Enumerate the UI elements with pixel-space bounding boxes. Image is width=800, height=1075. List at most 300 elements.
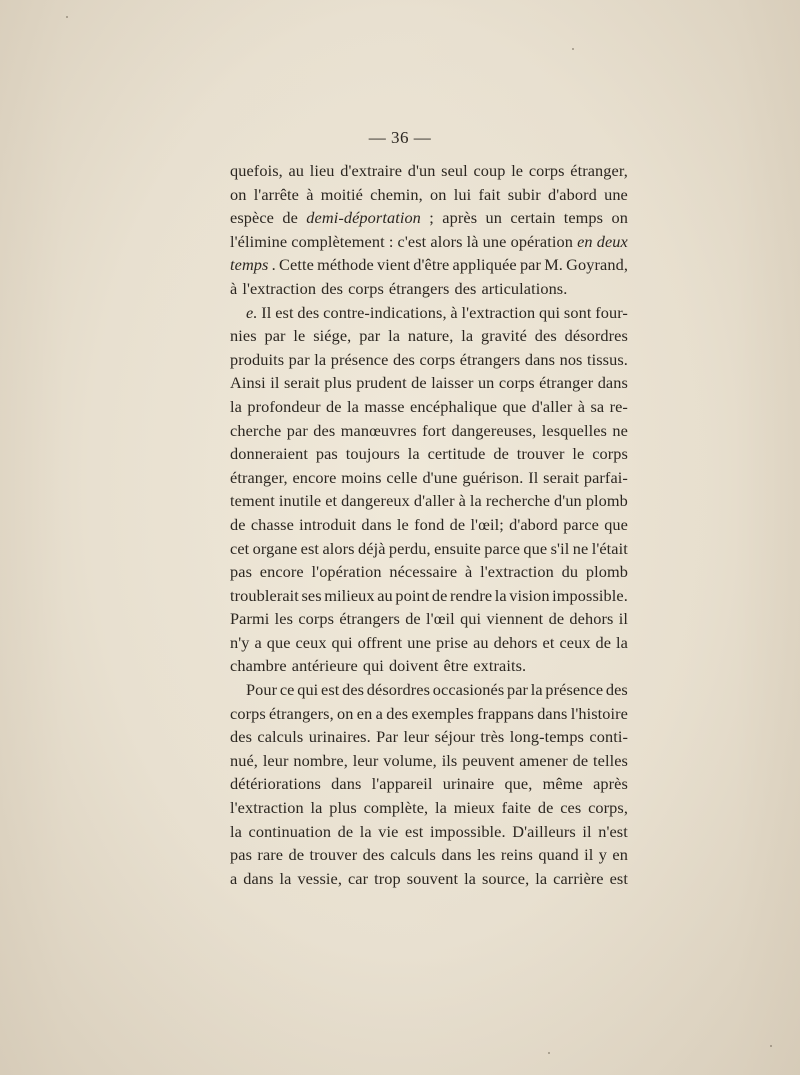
word: produits <box>230 349 285 369</box>
word: pas <box>315 444 338 464</box>
word: des <box>392 349 415 369</box>
word: à <box>458 491 466 511</box>
word: Il <box>528 467 539 487</box>
word: de <box>288 845 305 865</box>
word: de <box>431 585 448 605</box>
word: l'arrête <box>253 184 299 204</box>
word: corps <box>419 349 456 369</box>
word: peuvent <box>462 750 515 770</box>
word: encore <box>259 562 304 582</box>
word: coup <box>473 161 506 180</box>
word: telles <box>593 750 628 770</box>
word: l'extraction <box>480 562 554 582</box>
word: une <box>604 184 628 204</box>
word: cet <box>230 538 250 558</box>
word: est <box>275 302 294 322</box>
word: fond <box>414 514 445 534</box>
word: de <box>493 444 509 464</box>
word: de <box>411 373 427 393</box>
word: la <box>388 326 401 346</box>
word: que, <box>504 774 533 794</box>
word: il <box>584 845 594 865</box>
word: est <box>405 821 424 841</box>
word: être <box>443 656 469 676</box>
word: dans <box>597 373 628 393</box>
word: parfai- <box>583 467 628 487</box>
word: occasionés <box>432 680 505 700</box>
word: méthode <box>317 255 374 275</box>
word: donneraient <box>230 444 308 464</box>
word: que <box>266 632 291 652</box>
word: trouver <box>516 444 565 464</box>
word: de <box>449 514 466 534</box>
text-line <box>230 560 628 584</box>
word: après <box>442 208 478 228</box>
word: les <box>274 609 294 629</box>
word: alors <box>430 231 463 251</box>
word: plus <box>329 798 357 818</box>
word: toujours <box>345 444 400 464</box>
word: contre-indications, <box>323 302 447 322</box>
body-text <box>230 159 628 890</box>
word: de <box>326 396 342 416</box>
word: siége, <box>313 326 352 346</box>
paper-speck <box>66 16 68 18</box>
word: vision <box>509 585 550 605</box>
word: on <box>337 703 354 723</box>
word: offrent <box>357 632 403 652</box>
word: volume, <box>383 750 437 770</box>
text-line <box>230 324 628 348</box>
word: présence <box>330 349 389 369</box>
word: une <box>482 231 507 251</box>
word: s'il <box>550 538 570 558</box>
word: dans <box>524 349 556 369</box>
word: corps <box>230 703 266 723</box>
word: d'aller <box>531 396 573 416</box>
text-line <box>230 678 628 702</box>
word: étrangers, <box>269 703 334 723</box>
word: au <box>288 161 305 180</box>
text-line <box>230 796 628 820</box>
word: le <box>572 444 585 464</box>
word: d'être <box>413 255 450 275</box>
word: serait <box>283 373 320 393</box>
word: n'y <box>230 632 250 652</box>
word: sont <box>563 302 592 322</box>
word: le <box>511 161 524 180</box>
word: re- <box>609 396 628 416</box>
word: de <box>230 514 246 534</box>
word: la <box>535 868 548 888</box>
word: d'un <box>554 491 582 511</box>
text-line <box>230 843 628 867</box>
word: l'œil <box>426 609 455 629</box>
word: l'élimine <box>230 231 288 251</box>
text-line <box>230 820 628 844</box>
word: leur <box>352 750 379 770</box>
word: n'est <box>598 821 628 841</box>
word: dans <box>331 774 362 794</box>
word: du <box>561 562 579 582</box>
word: laisser <box>431 373 474 393</box>
word: les <box>477 845 496 865</box>
word: souvent <box>406 868 459 888</box>
word: introduit <box>299 514 357 534</box>
word: . <box>271 255 276 275</box>
word: déjà <box>358 538 386 558</box>
word: troublerait <box>230 585 299 605</box>
text-line <box>230 395 628 419</box>
word: même <box>542 774 583 794</box>
word: des <box>454 278 477 298</box>
word: il <box>270 373 280 393</box>
word: d'extraire <box>340 161 403 180</box>
word: là <box>466 231 479 251</box>
word: qui <box>362 656 384 676</box>
word: celle <box>386 467 418 487</box>
word: par <box>286 420 308 440</box>
word: la <box>314 349 327 369</box>
word: faite <box>501 798 532 818</box>
word: à <box>465 562 473 582</box>
word: doivent <box>388 656 439 676</box>
word: le <box>396 514 409 534</box>
word: long-temps <box>509 727 584 747</box>
word: dans <box>441 845 472 865</box>
word: temps <box>230 255 269 275</box>
word: séjour <box>434 727 476 747</box>
word: perdu, <box>388 538 431 558</box>
word: organe <box>252 538 298 558</box>
word: étranger, <box>570 161 628 180</box>
word: calculs <box>257 727 304 747</box>
word: trop <box>374 868 401 888</box>
word: désordres <box>366 680 431 700</box>
word: ses <box>301 585 322 605</box>
word: à <box>450 302 458 322</box>
word: la <box>230 396 242 416</box>
word: ils <box>441 750 458 770</box>
word: à <box>230 278 238 298</box>
word: chemin, <box>370 184 423 204</box>
word: trouver <box>309 845 358 865</box>
word: impossible. <box>552 585 628 605</box>
word: nies <box>230 326 257 346</box>
word: demi-déportation <box>306 208 421 228</box>
word: corps <box>498 373 535 393</box>
word: dehors <box>569 609 614 629</box>
word: Cette <box>279 255 314 275</box>
word: plomb <box>585 491 628 511</box>
word: rendre <box>449 585 493 605</box>
word: que <box>523 538 548 558</box>
word: corps <box>298 609 335 629</box>
word: lieu <box>309 161 335 180</box>
text-line <box>230 749 628 773</box>
word: de <box>282 208 298 228</box>
word: frappans <box>477 703 534 723</box>
word: des <box>605 680 628 700</box>
word: certain <box>510 208 556 228</box>
text-line <box>230 466 628 490</box>
word: plus <box>324 373 352 393</box>
word: le <box>293 326 306 346</box>
paper-speck <box>770 1045 772 1047</box>
word: conti- <box>589 727 628 747</box>
word: la <box>616 632 628 652</box>
word: nombre, <box>293 750 348 770</box>
word: l'était <box>591 538 628 558</box>
word: pas <box>230 845 253 865</box>
word: chambre <box>230 656 287 676</box>
word: leur <box>262 750 289 770</box>
word: au <box>377 585 393 605</box>
text-line <box>230 702 628 726</box>
word: viennent <box>486 609 544 629</box>
word: une <box>407 632 432 652</box>
word: pas <box>230 562 253 582</box>
word: certitude <box>427 444 486 464</box>
word: quefois, <box>230 161 283 180</box>
word: a <box>375 703 383 723</box>
word: four- <box>595 302 628 322</box>
word: des <box>313 420 336 440</box>
word: nécessaire <box>389 562 458 582</box>
word: alors <box>322 538 355 558</box>
word: Il <box>261 302 272 322</box>
word: quand <box>538 845 579 865</box>
word: Goyrand, <box>566 255 628 275</box>
word: par <box>264 326 286 346</box>
word: guérison. <box>462 467 524 487</box>
word: impossible. <box>429 821 506 841</box>
word: continuation <box>248 821 332 841</box>
word: étrangers <box>388 278 450 298</box>
word: : <box>388 231 394 251</box>
word: l'opération <box>311 562 382 582</box>
word: reins <box>500 845 533 865</box>
word: ceux <box>559 632 591 652</box>
word: leur <box>403 727 430 747</box>
word: e. <box>246 302 258 322</box>
word: tissus. <box>587 349 628 369</box>
word: par <box>519 255 542 275</box>
word: à <box>306 184 314 204</box>
word: en <box>612 845 628 865</box>
word: la <box>494 585 507 605</box>
text-line <box>230 442 628 466</box>
word: dangereux <box>341 491 410 511</box>
word: des <box>386 703 409 723</box>
word: prudent <box>356 373 407 393</box>
word: en <box>356 703 373 723</box>
word: présence <box>545 680 604 700</box>
word: encore <box>292 467 337 487</box>
word: l'extraction <box>242 278 317 298</box>
word: Ainsi <box>230 373 266 393</box>
word: Par <box>376 727 399 747</box>
word: étrangers <box>459 349 521 369</box>
word: dans <box>361 514 392 534</box>
text-line <box>230 230 628 254</box>
word: encéphalique <box>410 396 498 416</box>
word: moins <box>341 467 382 487</box>
word: y <box>598 845 607 865</box>
word: ne <box>572 538 589 558</box>
word: l'œil; <box>470 514 504 534</box>
word: détériorations <box>230 774 321 794</box>
word: dehors <box>493 632 538 652</box>
word: calculs <box>390 845 436 865</box>
word: d'un <box>407 161 436 180</box>
word: on <box>230 184 247 204</box>
word: manœuvres <box>340 420 417 440</box>
word: l'extraction <box>461 302 536 322</box>
word: des <box>534 326 557 346</box>
word: est <box>321 680 340 700</box>
word: Pour <box>246 680 278 700</box>
text-line <box>230 725 628 749</box>
word: un <box>485 208 502 228</box>
word: point <box>395 585 430 605</box>
word: milieux <box>324 585 375 605</box>
word: source, <box>481 868 530 888</box>
word: moitié <box>320 184 363 204</box>
word: la <box>310 798 323 818</box>
word: de <box>572 750 589 770</box>
word: profondeur <box>247 396 321 416</box>
word: nué, <box>230 750 258 770</box>
word: de <box>337 821 354 841</box>
word: désordres <box>564 326 628 346</box>
word: complètement <box>291 231 385 251</box>
word: en <box>577 231 593 251</box>
word: des <box>321 278 344 298</box>
word: d'aller <box>413 491 455 511</box>
word: d'abord <box>509 514 558 534</box>
word: la <box>461 326 474 346</box>
word: urinaires. <box>308 727 371 747</box>
word: plomb <box>585 562 628 582</box>
word: tement <box>230 491 275 511</box>
word: à <box>577 396 586 416</box>
word: temps <box>563 208 604 228</box>
word: des <box>230 727 253 747</box>
word: l'histoire <box>570 703 628 723</box>
word: subir <box>507 184 541 204</box>
word: vessie, <box>297 868 342 888</box>
word: qui <box>297 680 319 700</box>
text-line <box>230 537 628 561</box>
word: gravité <box>481 326 527 346</box>
word: antérieure <box>291 656 358 676</box>
word: est <box>300 538 320 558</box>
word: par <box>288 349 310 369</box>
word: ceux <box>295 632 327 652</box>
word: et <box>542 632 555 652</box>
word: serait <box>543 467 580 487</box>
word: l'appareil <box>371 774 433 794</box>
text-line <box>230 253 628 277</box>
page-number: — 36 — <box>368 128 432 147</box>
text-line <box>230 183 628 207</box>
word: étranger <box>539 373 594 393</box>
word: qui <box>539 302 561 322</box>
text-line <box>230 301 628 325</box>
word: corps <box>348 278 384 298</box>
text-line <box>230 772 628 796</box>
word: il <box>618 609 628 629</box>
word: articulations. <box>481 278 568 298</box>
word: urinaire <box>442 774 495 794</box>
word: c'est <box>397 231 427 251</box>
word: deux <box>596 231 628 251</box>
word: dans <box>537 703 568 723</box>
word: appliquée <box>452 255 517 275</box>
word: sa <box>590 396 605 416</box>
word: prise <box>435 632 469 652</box>
word: car <box>347 868 369 888</box>
word: cherche <box>230 420 282 440</box>
word: M. <box>544 255 563 275</box>
word: amener <box>519 750 568 770</box>
word: on <box>611 208 628 228</box>
word: la <box>464 868 477 888</box>
text-line <box>230 419 628 443</box>
word: la <box>279 868 292 888</box>
word: ce <box>279 680 295 700</box>
word: de <box>537 798 554 818</box>
word: dangereuses, <box>451 420 537 440</box>
word: lui <box>453 184 472 204</box>
word: vient <box>377 255 411 275</box>
word: la <box>230 821 242 841</box>
word: ; <box>429 208 434 228</box>
word: au <box>473 632 489 652</box>
word: et <box>325 491 338 511</box>
word: la <box>359 821 372 841</box>
word: après <box>593 774 628 794</box>
word: des <box>342 680 365 700</box>
word: complète, <box>363 798 429 818</box>
paper-speck <box>548 1052 550 1054</box>
word: par <box>506 680 529 700</box>
word: seul <box>441 161 468 180</box>
word: que <box>604 514 628 534</box>
text-line <box>230 277 628 301</box>
word: Parmi <box>230 609 270 629</box>
word: carrière <box>553 868 604 888</box>
word: fort <box>422 420 447 440</box>
word: étrangers <box>339 609 400 629</box>
word: très <box>480 727 505 747</box>
word: corps <box>592 444 628 464</box>
word: d'une <box>422 467 458 487</box>
word: la <box>407 444 420 464</box>
word: on <box>430 184 447 204</box>
word: d'abord <box>548 184 597 204</box>
text-line <box>230 159 628 183</box>
word: il <box>582 821 592 841</box>
word: corps, <box>588 798 628 818</box>
text-line <box>230 584 628 608</box>
word: mieux <box>453 798 495 818</box>
word: nature, <box>407 326 454 346</box>
word: masse <box>364 396 405 416</box>
word: recherche <box>485 491 551 511</box>
paper-speck <box>572 48 574 50</box>
